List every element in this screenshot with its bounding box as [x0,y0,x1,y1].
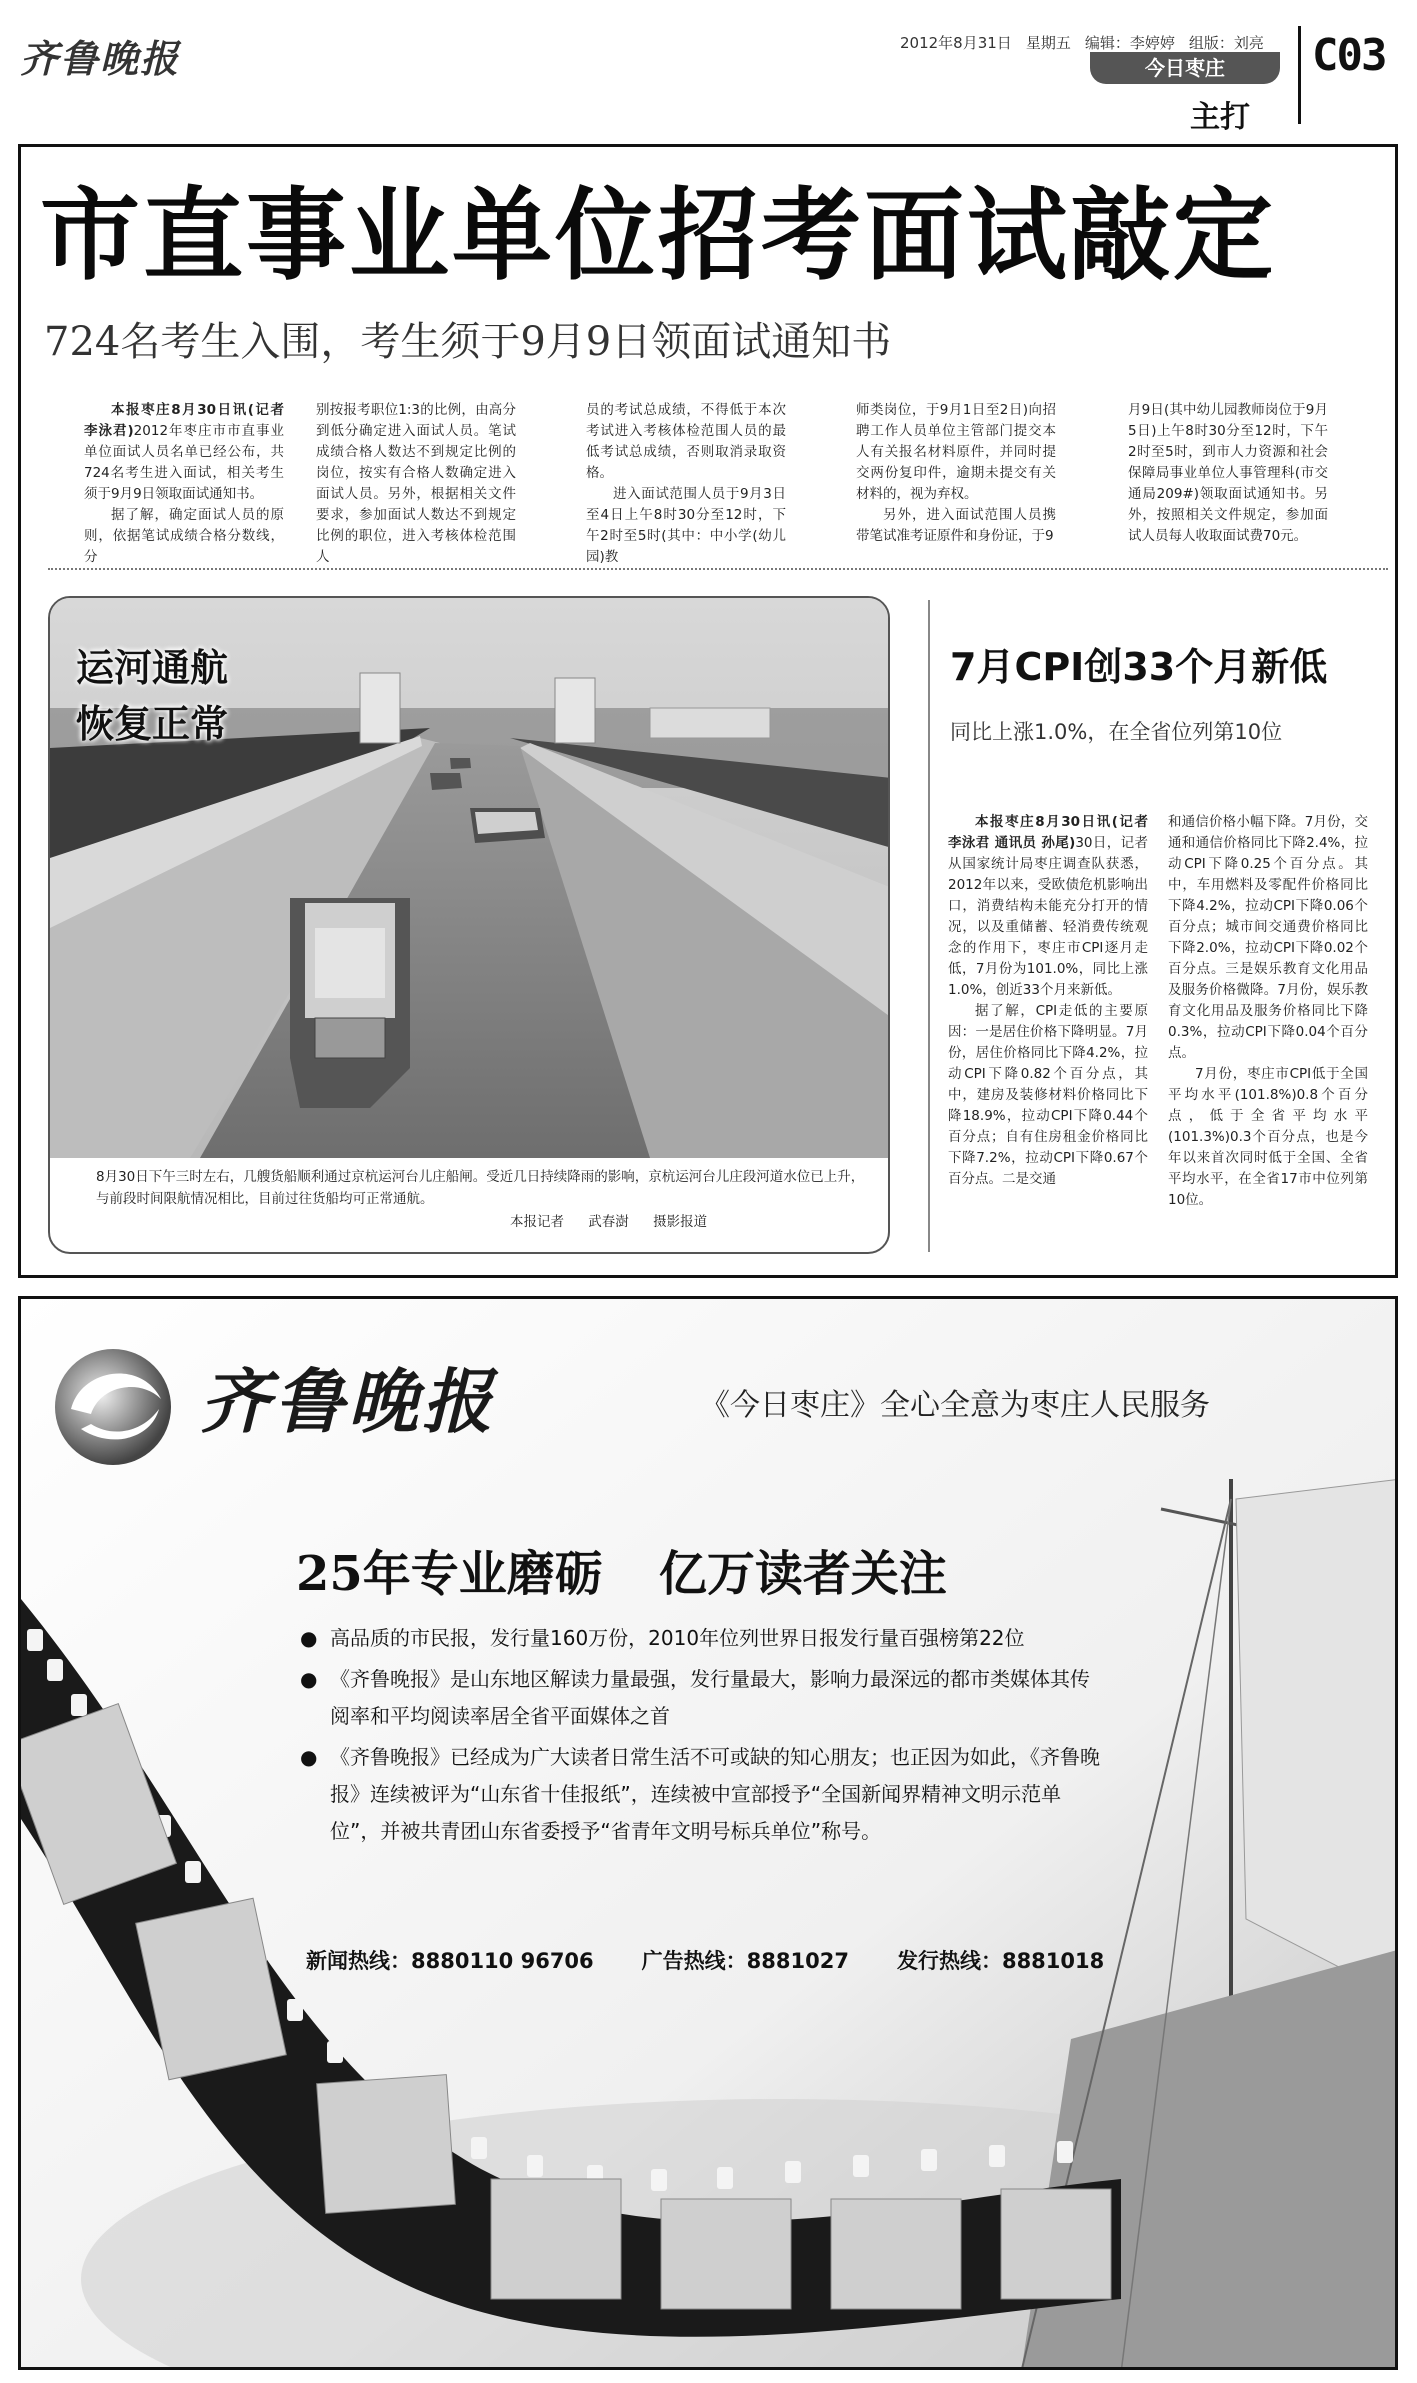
article-text: 2012年枣庄市市直事业单位面试人员名单已经公布，共724名考生进入面试，相关考生须于9月9日领取面试通知书。 [84,423,285,502]
editor-credit: 编辑：李婷婷 [1084,34,1175,52]
article-text: 据了解，确定面试人员的原则，依据笔试成绩合格分数线，分 [84,507,284,565]
issue-weekday: 星期五 [1025,34,1071,52]
article-text: 7月份，枣庄市CPI低于全国平均水平(101.8%)0.8个百分点，低于全省平均水平(101.3%)0.3个百分点，也是今年以来首次同时低于全国、全省平均水平，在全省17市中位列第10位。 [1168,1066,1368,1208]
credit-label: 本报记者 [510,1214,564,1230]
advert-brand: 齐鲁晚报 [200,1360,496,1443]
lead-column-5 [1128,400,1328,547]
advert-bullet: ● 《齐鲁晚报》已经成为广大读者日常生活不可或缺的知心朋友；也正因为如此，《齐鲁晚报》连续被评为“山东省十佳报纸”，连续被中宣部授予“全国新闻界精神文明示范单位”，并被共青团山东省委授予“省青年文明号标兵单位”称号。 [300,1739,1100,1850]
cpi-column-1 [948,812,1148,1190]
lead-headline: 市直事业单位招考面试敲定 [40,177,1276,294]
cpi-headline: 7月CPI创33个月新低 [950,645,1328,689]
credit-name: 武春澍 [588,1214,629,1230]
advert-headline-b: 亿万读者关注 [658,1546,947,1602]
article-text: 员的考试总成绩，不得低于本次考试进入考核体检范围人员的最低考试总成绩，否则取消录取资格。 [586,402,786,481]
photo-title-line: 运河通航 [76,646,229,690]
article-text: 据了解，CPI走低的主要原因：一是居住价格下降明显。7月份，居住价格同比下降4.2%，拉动CPI下降0.82个百分点，其中，建房及装修材料价格同比下降18.9%，拉动CPI下降0.44个百分点；自有住房租金价格同比下降7.2%，拉动CPI下降0.67个百分点。二是交通 [948,1003,1148,1187]
article-text: 另外，进入面试范围人员携带笔试准考证原件和身份证，于9 [856,507,1056,544]
ad-hotline: 广告热线：8881027 [641,1949,849,1973]
masthead-logo: 齐鲁晚报 [20,36,181,81]
photo-caption: 8月30日下午三时左右，几艘货船顺利通过京杭运河台儿庄船闸。受近几日持续降雨的影响，京杭运河台儿庄段河道水位已上升，与前段时间限航情况相比，目前过往货船均可正常通航。 [96,1169,865,1207]
cpi-subhead: 同比上涨1.0%，在全省位列第10位 [950,720,1283,744]
advert-hotlines [306,1945,1152,1975]
lead-column-4 [856,400,1056,547]
lead-column-2 [316,400,516,568]
article-text: 进入面试范围人员于9月3日至4日上午8时30分至12时，下午2时至5时(其中：中小学(幼儿园)教 [586,486,786,565]
page-number: C03 [1312,30,1386,81]
column-divider [928,600,930,1252]
lead-column-3 [586,400,786,568]
cpi-column-2 [1168,812,1368,1211]
article-text: 别按报考职位1:3的比例，由高分到低分确定进入面试人员。笔试成绩合格人数达不到规定比例的岗位，按实有合格人数确定进入面试人员。另外，根据相关文件要求，参加面试人数达不到规定比例的职位，进入考核体检范围人 [316,402,516,565]
header-divider [1298,26,1301,124]
photo-title-line: 恢复正常 [76,702,229,746]
news-hotline: 新闻热线：8880110 96706 [306,1949,594,1973]
lead-subhead: 724名考生入围，考生须于9月9日领面试通知书 [44,319,892,365]
advert-bullet: ● 《齐鲁晚报》是山东地区解读力量最强，发行量最大，影响力最深远的都市类媒体其传阅率和平均阅读率居全省平面媒体之首 [300,1661,1100,1735]
advert-bullet: ● 高品质的市民报，发行量160万份，2010年位列世界日报发行量百强榜第22位 [300,1620,1100,1657]
advert-bullets [300,1620,1100,1854]
advert-slogan: 《今日枣庄》全心全意为枣庄人民服务 [700,1388,1210,1423]
advert-headline [296,1535,947,1604]
photo-credit [510,1210,707,1230]
photo-title [76,640,228,752]
credit-type: 摄影报道 [653,1214,708,1230]
issue-date: 2012年8月31日 [900,34,1012,52]
section-tag: 今日枣庄 [1090,52,1280,84]
dateline [900,32,1278,53]
section-divider [48,568,1388,570]
column-label: 主打 [1190,100,1250,135]
lead-column-1 [84,400,284,568]
article-text: 30日，记者从国家统计局枣庄调查队获悉，2012年以来，受欧债危机影响出口，消费结构未能充分打开的情况，以及重储蓄、轻消费传统观念的作用下，枣庄市CPI逐月走低，7月份为101.0%，同比上涨1.0%，创近33个月来新低。 [948,835,1148,998]
distribution-hotline: 发行热线：8881018 [896,1949,1105,1973]
dateline-lead: 本报枣庄8月30日讯(记者 李泳君) [84,402,284,439]
advert-headline-a: 25年专业磨砺 [296,1546,603,1602]
article-text: 师类岗位，于9月1日至2日)向招聘工作人员单位主管部门提交本人有关报名材料原件，并同时提交两份复印件，逾期未提交有关材料的，视为弃权。 [856,402,1056,502]
designer-credit: 组版：刘亮 [1188,34,1264,52]
dateline-lead: 本报枣庄8月30日讯(记者 李泳君 通讯员 孙尾) [948,814,1148,851]
article-text: 月9日(其中幼儿园教师岗位于9月5日)上午8时30分至12时，下午2时至5时，到市人力资源和社会保障局事业单位人事管理科(市交通局209#)领取面试通知书。另外，按照相关文件规定，参加面试人员每人收取面试费70元。 [1128,402,1328,544]
article-text: 和通信价格小幅下降。7月份，交通和通信价格同比下降2.4%，拉动CPI下降0.25个百分点。其中，车用燃料及零配件价格同比下降4.2%，拉动CPI下降0.06个百分点；城市间交通费价格同比下降2.0%，拉动CPI下降0.02个百分点。三是娱乐教育文化用品及服务价格微降。7月份，娱乐教育文化用品及服务价格同比下降0.3%，拉动CPI下降0.04个百分点。 [1168,814,1368,1061]
